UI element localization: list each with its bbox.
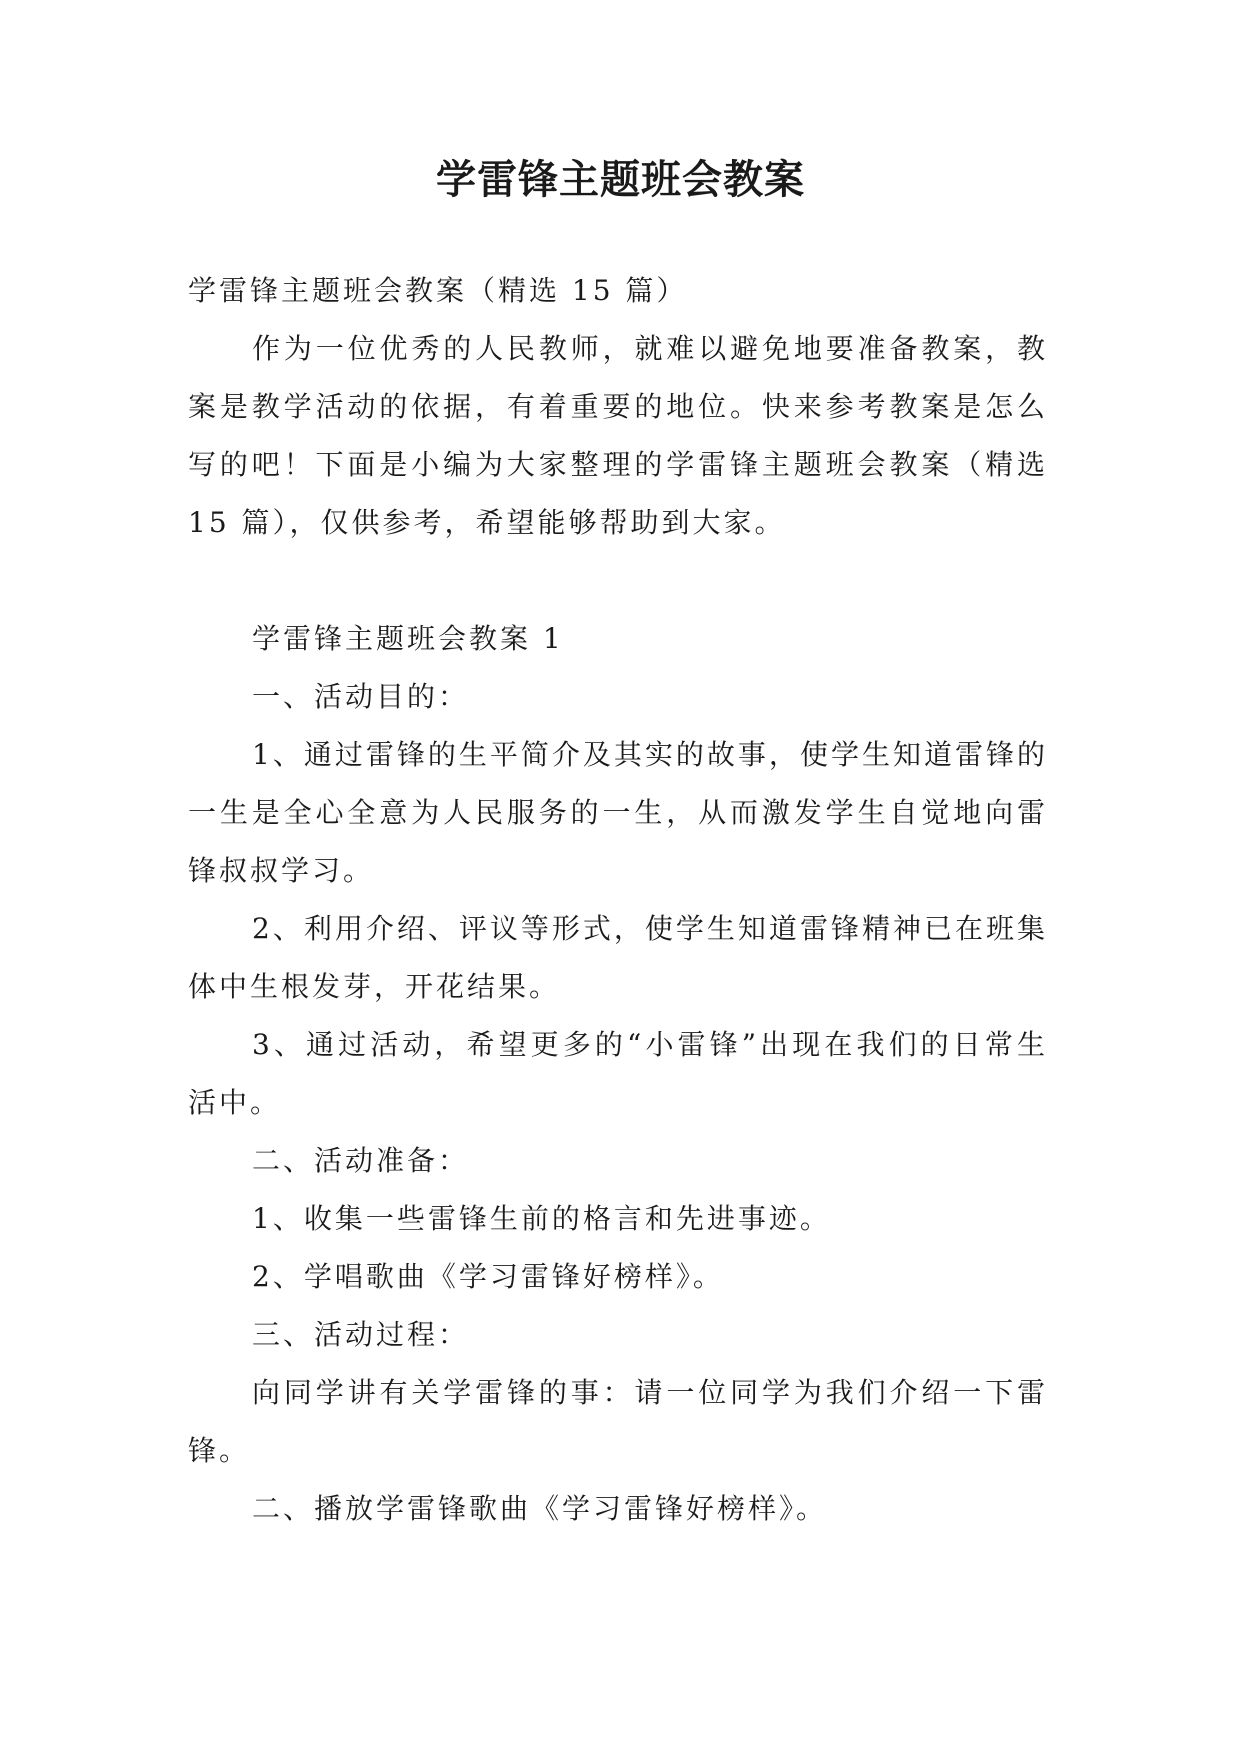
heading-activity-preparation: 二、活动准备： — [252, 1144, 470, 1177]
document-subtitle: 学雷锋主题班会教案（精选 15 篇） — [188, 274, 688, 307]
process-paragraph-2: 二、播放学雷锋歌曲《学习雷锋好榜样》。 — [252, 1492, 828, 1525]
intro-paragraph: 作为一位优秀的人民教师，就难以避免地要准备教案，教案是教学活动的依据，有着重要的地位。快来参考教案是怎么写的吧！下面是小编为大家整理的学雷锋主题班会教案（精选 15 篇），仅供参考，希望能够帮助到大家。 — [188, 332, 1048, 539]
process-paragraph-1: 向同学讲有关学雷锋的事：请一位同学为我们介绍一下雷锋。 — [188, 1376, 1048, 1467]
preparation-item-1: 1、收集一些雷锋生前的格言和先进事迹。 — [252, 1202, 831, 1235]
paragraph-spacer — [188, 552, 1048, 610]
preparation-item-2: 2、学唱歌曲《学习雷锋好榜样》。 — [252, 1260, 724, 1293]
goal-item-1: 1、通过雷锋的生平简介及其实的故事，使学生知道雷锋的一生是全心全意为人民服务的一生，从而激发学生自觉地向雷锋叔叔学习。 — [188, 738, 1048, 887]
goal-item-2: 2、利用介绍、评议等形式，使学生知道雷锋精神已在班集体中生根发芽，开花结果。 — [188, 912, 1048, 1003]
section-heading: 学雷锋主题班会教案 1 — [252, 622, 564, 655]
heading-activity-goal: 一、活动目的： — [252, 680, 470, 713]
document-body — [188, 262, 1048, 1538]
goal-item-3: 3、通过活动，希望更多的“小雷锋”出现在我们的日常生活中。 — [188, 1028, 1048, 1119]
heading-activity-process: 三、活动过程： — [252, 1318, 470, 1351]
document-title: 学雷锋主题班会教案 — [436, 156, 805, 203]
